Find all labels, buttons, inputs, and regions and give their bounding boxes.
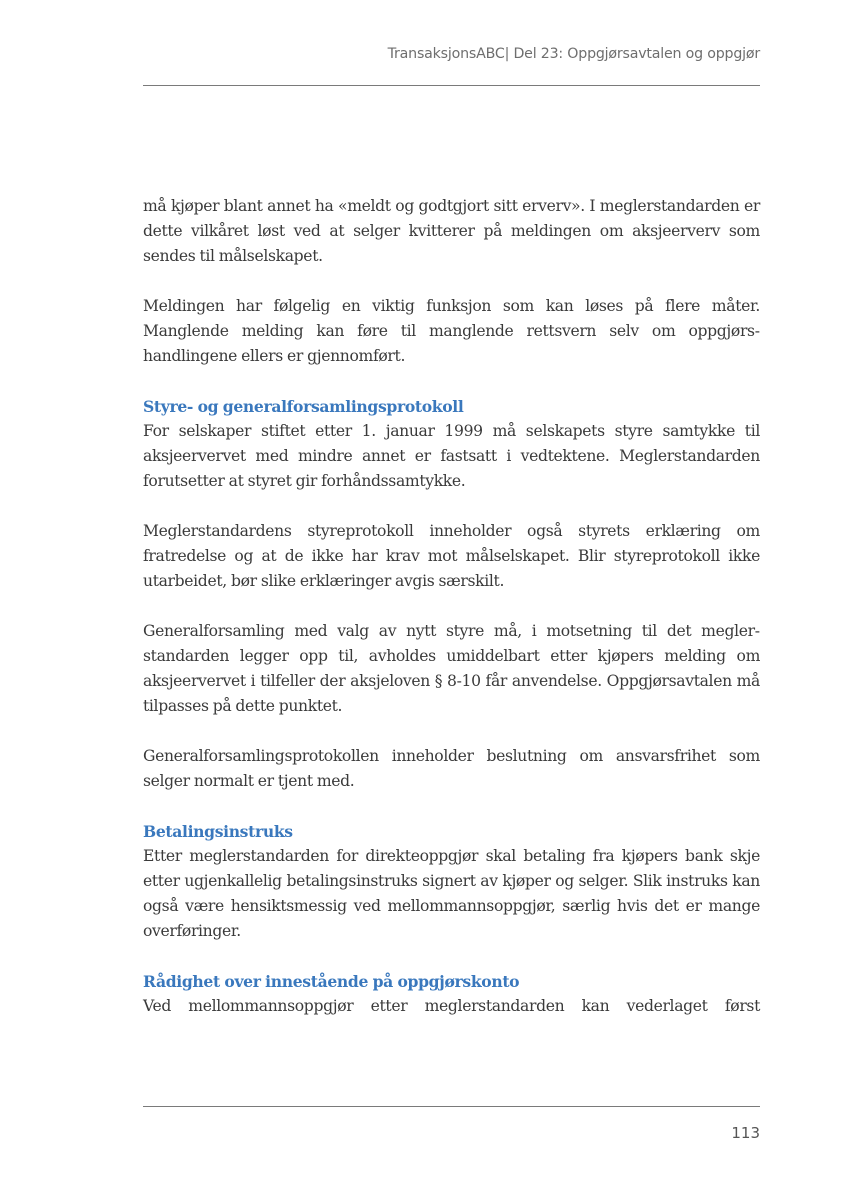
- section-heading-settlement-account: Rådighet over innestående på oppgjørskonto: [143, 972, 520, 991]
- paragraph: Ved mellommannsoppgjør etter meglerstandarden kan vederlaget først: [143, 997, 760, 1015]
- section-heading-payment-instruction: Betalingsinstruks: [143, 822, 293, 841]
- paragraph: må kjøper blant annet ha «meldt og godtgjort sitt erverv». I meglerstandarden er dette vilkåret løst ved at selger kvitterer på meldingen om aksjeerverv som sendes til målselskapet.: [143, 197, 760, 265]
- page-number: 113: [731, 1124, 760, 1142]
- page-body: [143, 194, 760, 1044]
- paragraph: Etter meglerstandarden for direkteoppgjør skal betaling fra kjøpers bank skje etter ugjenkallelig betalingsinstruks signert av kjøper og selger. Slik instruks kan også være hensiktsmessig ved mellommannsoppgjør, særlig hvis det er mange overføringer.: [143, 847, 760, 940]
- footer-rule: [143, 1106, 760, 1107]
- paragraph: Meldingen har følgelig en viktig funksjon som kan løses på flere måter. Manglende melding kan føre til manglende rettsvern selv om oppgjørshandlingene ellers er gjennomført.: [143, 297, 760, 365]
- header-rule: [143, 85, 760, 86]
- running-header: TransaksjonsABC| Del 23: Oppgjørsavtalen og oppgjør: [387, 46, 760, 62]
- paragraph: For selskaper stiftet etter 1. januar 1999 må selskapets styre samtykke til aksjeervervet med mindre annet er fastsatt i vedtektene. Meglerstandarden forutsetter at styret gir forhåndssamtykke.: [143, 422, 760, 490]
- paragraph: Meglerstandardens styreprotokoll inneholder også styrets erklæring om fratredelse og at de ikke har krav mot målselskapet. Blir styreprotokoll ikke utarbeidet, bør slike erklæringer avgis særskilt.: [143, 522, 760, 590]
- section-heading-board-protocol: Styre- og generalforsamlingsprotokoll: [143, 397, 464, 416]
- paragraph: Generalforsamling med valg av nytt styre må, i motsetning til det meglerstandarden legger opp til, avholdes umiddelbart etter kjøpers melding om aksjeervervet i tilfeller der aksjeloven § 8-10 får anvendelse. Oppgjørsavtalen må tilpasses på dette punktet.: [143, 622, 760, 715]
- paragraph: Generalforsamlingsprotokollen inneholder beslutning om ansvarsfrihet som selger normalt er tjent med.: [143, 747, 760, 790]
